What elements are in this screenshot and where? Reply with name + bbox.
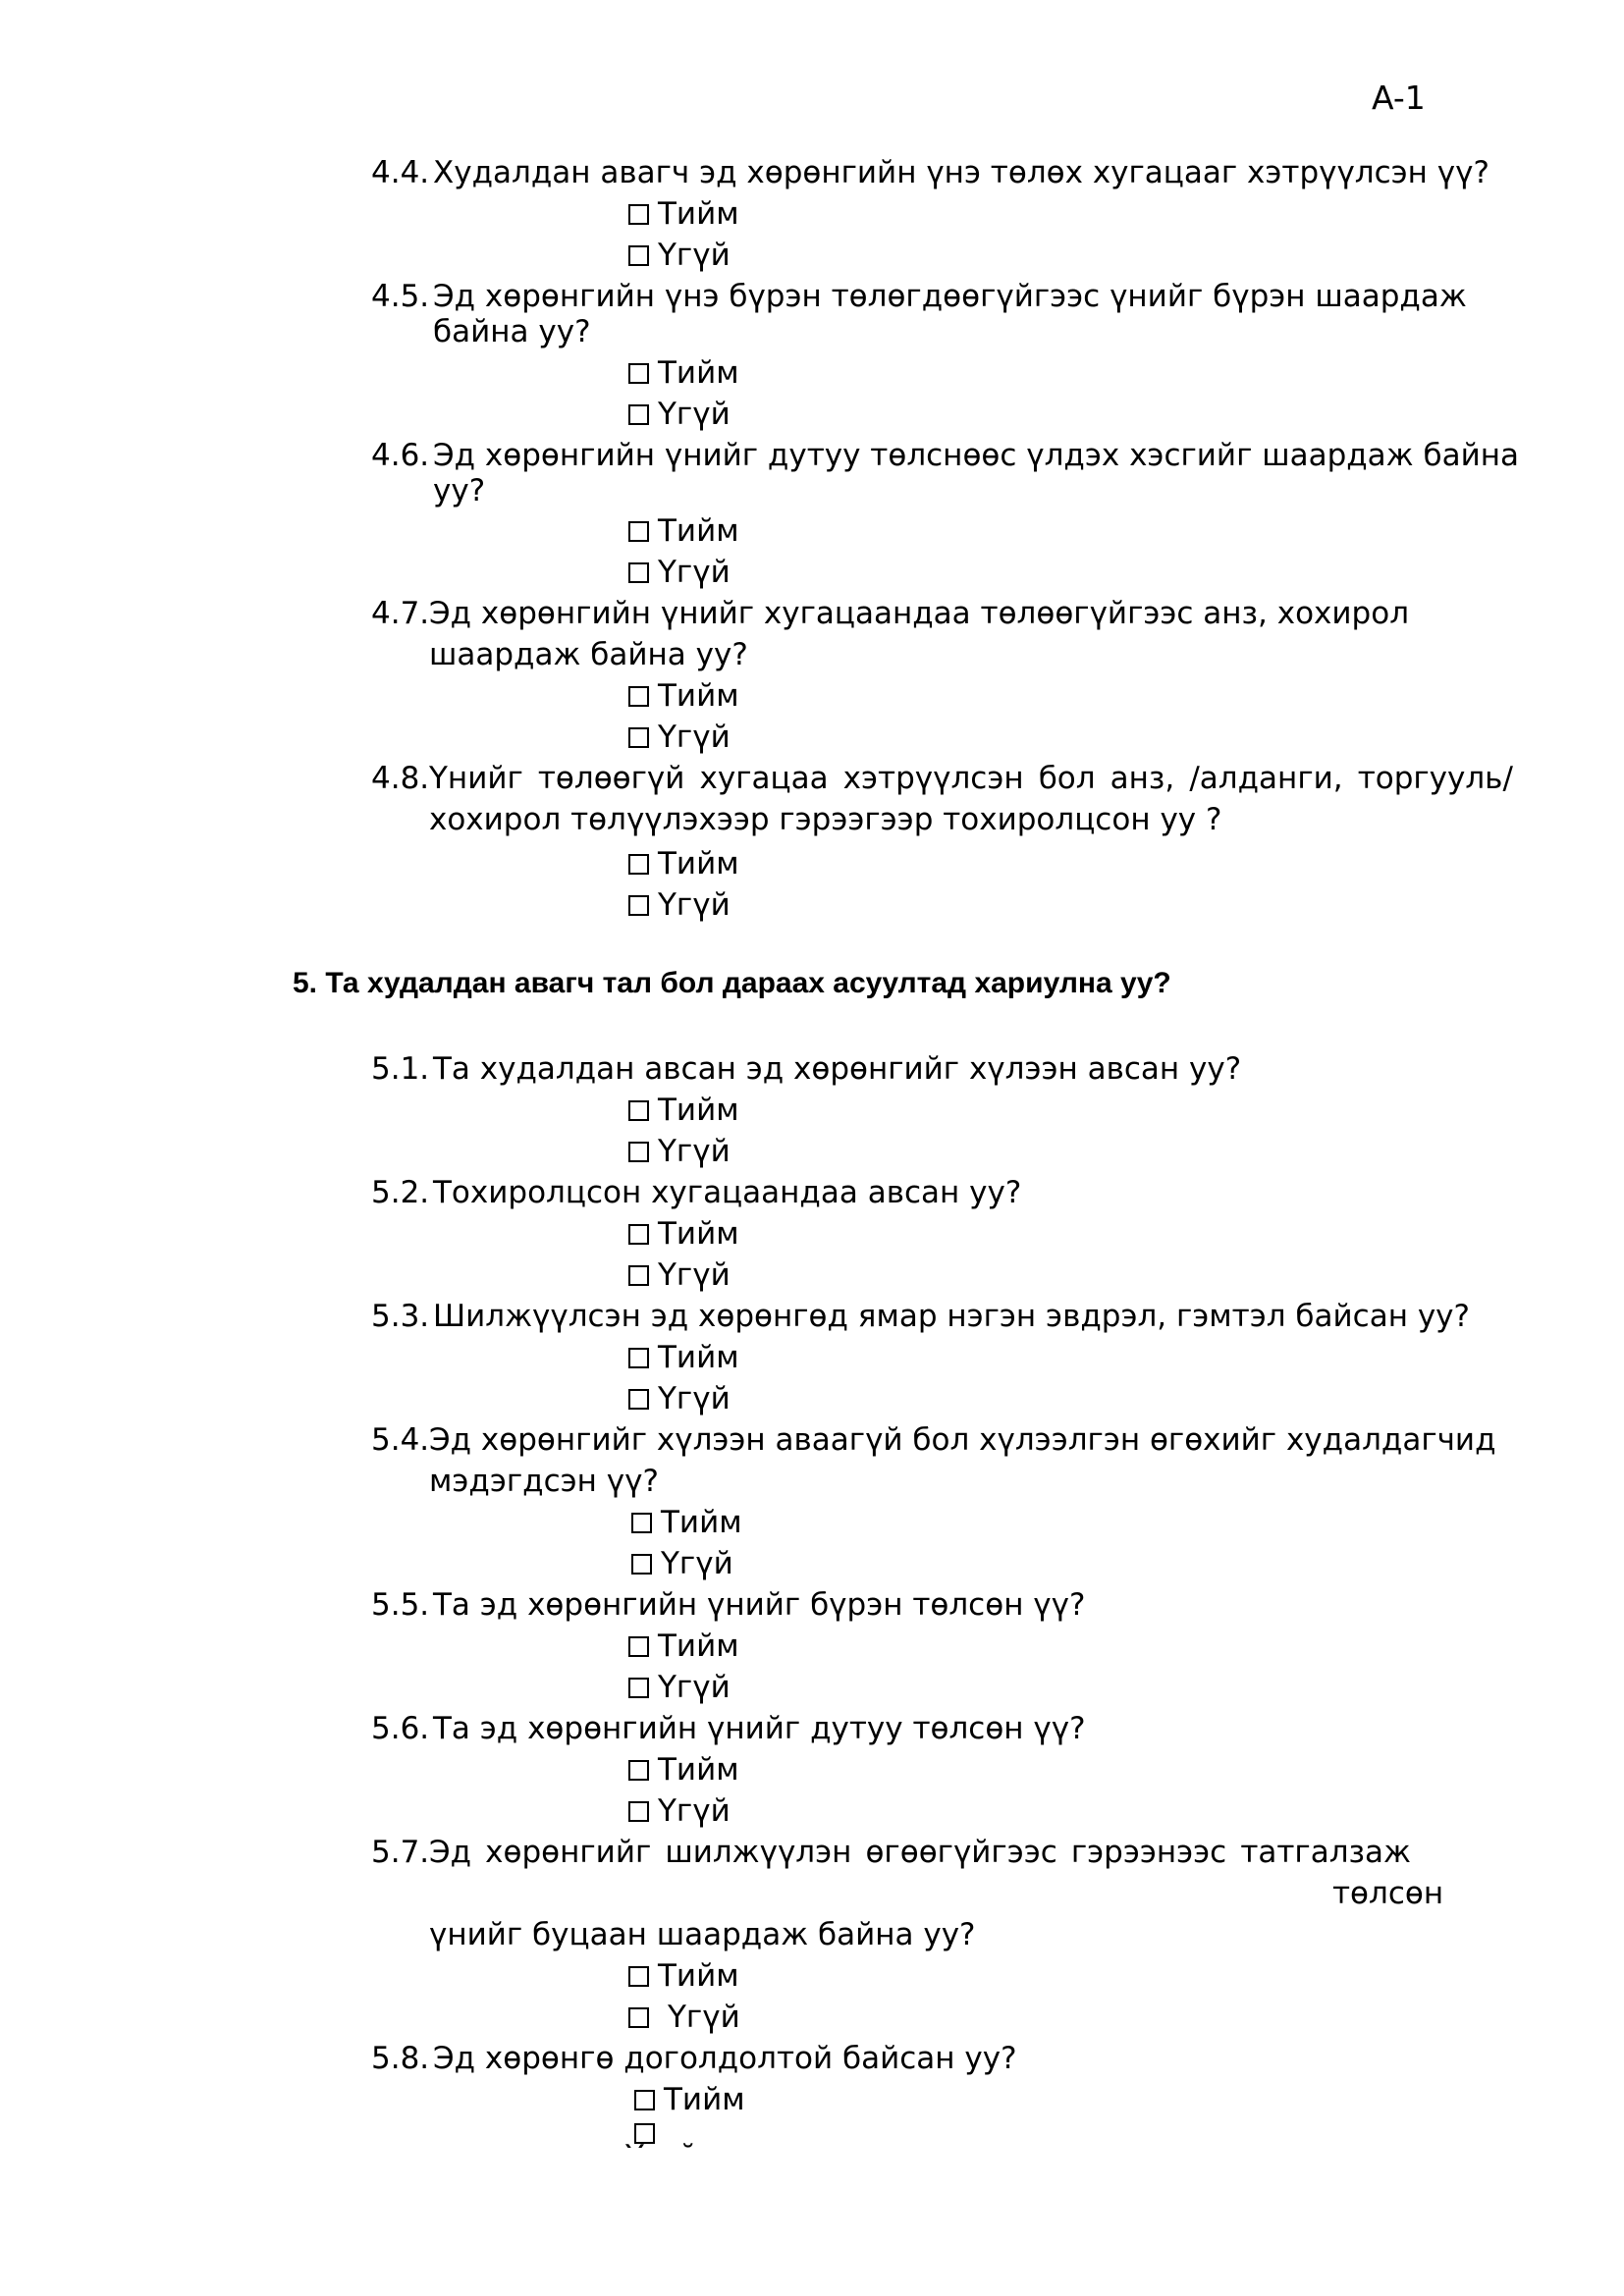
word: бол [1038,761,1096,796]
checkbox[interactable] [631,1513,652,1533]
question-text: Эд хөрөнгийг хүлээн аваагүй бол хүлээлгэн өгөхийг худалдагчид [429,1422,1496,1458]
option-yes[interactable] [628,355,739,391]
checkbox[interactable] [628,1760,649,1781]
checkbox[interactable] [628,686,649,707]
question-number: 5.4. [371,1422,430,1458]
option-yes[interactable] [628,678,739,714]
checkbox[interactable] [628,363,649,384]
option-yes[interactable] [628,513,739,549]
option-label: Тийм [658,1752,739,1788]
word: анз, [1110,761,1175,796]
checkbox[interactable] [628,1265,649,1286]
word: гэрээнээс [1070,1835,1227,1870]
checkbox[interactable] [628,2007,649,2028]
option-label: Үгүй [661,1546,733,1581]
checkbox[interactable] [628,854,649,875]
question-text-continued: байна уу? [433,314,591,349]
option-yes[interactable] [628,1752,739,1788]
word: хугацаа [699,761,829,796]
option-label: Тийм [661,1505,742,1540]
checkbox[interactable] [628,1142,649,1162]
option-no[interactable] [628,1257,731,1293]
question-number: 4.5. [371,279,430,314]
question-text [429,761,1513,796]
option-label: Үгүй [658,720,731,755]
checkbox[interactable] [628,1100,649,1121]
option-no[interactable] [628,1793,731,1829]
checkbox[interactable] [628,245,649,266]
question-number: 5.2. [371,1175,430,1210]
word: Эд [429,1835,472,1870]
question-text-continued: мэдэгдсэн үү? [429,1464,659,1499]
question-text: Эд хөрөнгийн үнэ бүрэн төлөгдөөгүйгээс үнийг бүрэн шаардаж [433,279,1467,314]
checkbox[interactable] [628,1636,649,1657]
checkbox[interactable] [628,1348,649,1368]
checkbox[interactable] [628,1389,649,1410]
checkbox[interactable] [631,1554,652,1575]
checkbox[interactable] [628,1224,649,1245]
option-no[interactable] [628,1381,731,1416]
checkbox[interactable] [628,404,649,425]
option-yes[interactable] [628,1340,739,1375]
option-yes[interactable] [628,1093,739,1128]
checkbox[interactable] [628,895,649,916]
checkbox[interactable] [628,1801,649,1822]
option-label: Үгүй [658,397,731,432]
question-number: 5.5. [371,1587,430,1623]
option-label: Үгүй [658,887,731,923]
question-text: Эд хөрөнгийн үнийг дутуу төлснөөс үлдэх хэсгийг шаардаж байна [433,438,1519,473]
option-label: Үгүй [658,555,731,590]
option-label: Тийм [658,1093,739,1128]
option-yes[interactable] [628,1216,739,1252]
option-no[interactable] [628,1134,731,1169]
question-text: Эд хөрөнгө доголдолтой байсан уу? [433,2041,1017,2076]
checkbox[interactable] [628,1966,649,1987]
word: Үнийг [429,761,523,796]
option-label: Тийм [658,1629,739,1664]
option-no[interactable] [628,720,731,755]
checkbox[interactable] [634,2090,655,2110]
question-text [429,1835,1411,1870]
checkbox[interactable] [628,727,649,748]
word: татгалзаж [1240,1835,1411,1870]
question-text: Шилжүүлсэн эд хөрөнгөд ямар нэгэн эвдрэл, гэмтэл байсан уу? [433,1299,1470,1334]
question-number: 4.6. [371,438,430,473]
option-label: Үгүй [658,1134,731,1169]
option-yes[interactable] [628,196,739,232]
question-number: 5.1. [371,1051,430,1087]
option-label: Үгүй [658,1257,731,1293]
question-number: 4.7. [371,596,430,631]
option-yes[interactable] [628,846,739,881]
option-label: Тийм [658,196,739,232]
option-yes[interactable] [634,2082,745,2117]
question-text-continued: төлсөн [1332,1876,1444,1911]
checkbox[interactable] [628,204,649,225]
checkbox[interactable] [628,1678,649,1698]
option-no[interactable] [628,397,731,432]
word: шилжүүлэн [665,1835,852,1870]
option-yes[interactable] [631,1505,742,1540]
checkbox[interactable] [628,562,649,583]
question-text-continued: уу? [433,473,486,508]
word: өгөөгүйгээс [865,1835,1057,1870]
question-text-continued: шаардаж байна уу? [429,637,748,672]
question-text: Худалдан авагч эд хөрөнгийн үнэ төлөх хугацааг хэтрүүлсэн үү? [433,155,1489,190]
question-text: Та эд хөрөнгийн үнийг бүрэн төлсөн үү? [433,1587,1086,1623]
word: хөрөнгийг [485,1835,652,1870]
word: торгууль/ [1357,761,1513,796]
option-label: Тийм [658,846,739,881]
question-text-continued: хохирол төлүүлэхээр гэрээгээр тохиролцсон уу ? [429,802,1222,837]
option-yes[interactable] [628,1958,739,1994]
question-text: Та худалдан авсан эд хөрөнгийг хүлээн авсан уу? [433,1051,1242,1087]
option-no[interactable] [628,1670,731,1705]
word: төлөөгүй [537,761,685,796]
question-number: 4.4. [371,155,430,190]
option-no[interactable] [628,887,731,923]
option-label: Тийм [664,2082,745,2117]
question-number: 5.6. [371,1711,430,1746]
option-no[interactable] [628,555,731,590]
section-heading: 5. Та худалдан авагч тал бол дараах асуултад хариулна уу? [293,967,1171,999]
checkbox[interactable] [628,521,649,542]
option-label: Тийм [658,1340,739,1375]
page-cutoff-mask [0,2148,1624,2296]
option-label: Тийм [658,1216,739,1252]
option-no[interactable] [628,2000,740,2035]
question-text: Эд хөрөнгийн үнийг хугацаандаа төлөөгүйгээс анз, хохирол [429,596,1410,631]
word: /алданги, [1189,761,1343,796]
option-label: Үгүй [658,1670,731,1705]
question-number: 5.8. [371,2041,430,2076]
question-number: 5.7. [371,1835,430,1870]
page-number: A-1 [1372,79,1426,117]
option-label: Үгүй [658,1793,731,1829]
option-label: Тийм [658,1958,739,1994]
option-label: Үгүй [668,2000,740,2035]
option-label: Үгүй [658,238,731,273]
option-label: Тийм [658,678,739,714]
option-label: Тийм [658,355,739,391]
option-label: Үгүй [658,1381,731,1416]
question-number: 5.3. [371,1299,430,1334]
question-text: Та эд хөрөнгийн үнийг дутуу төлсөн үү? [433,1711,1086,1746]
option-no[interactable] [631,1546,733,1581]
option-label: Тийм [658,513,739,549]
option-no[interactable] [628,238,731,273]
question-text-continued: үнийг буцаан шаардаж байна уу? [429,1917,976,1952]
option-yes[interactable] [628,1629,739,1664]
question-number: 4.8. [371,761,430,796]
question-text: Тохиролцсон хугацаандаа авсан уу? [433,1175,1022,1210]
word: хэтрүүлсэн [842,761,1024,796]
